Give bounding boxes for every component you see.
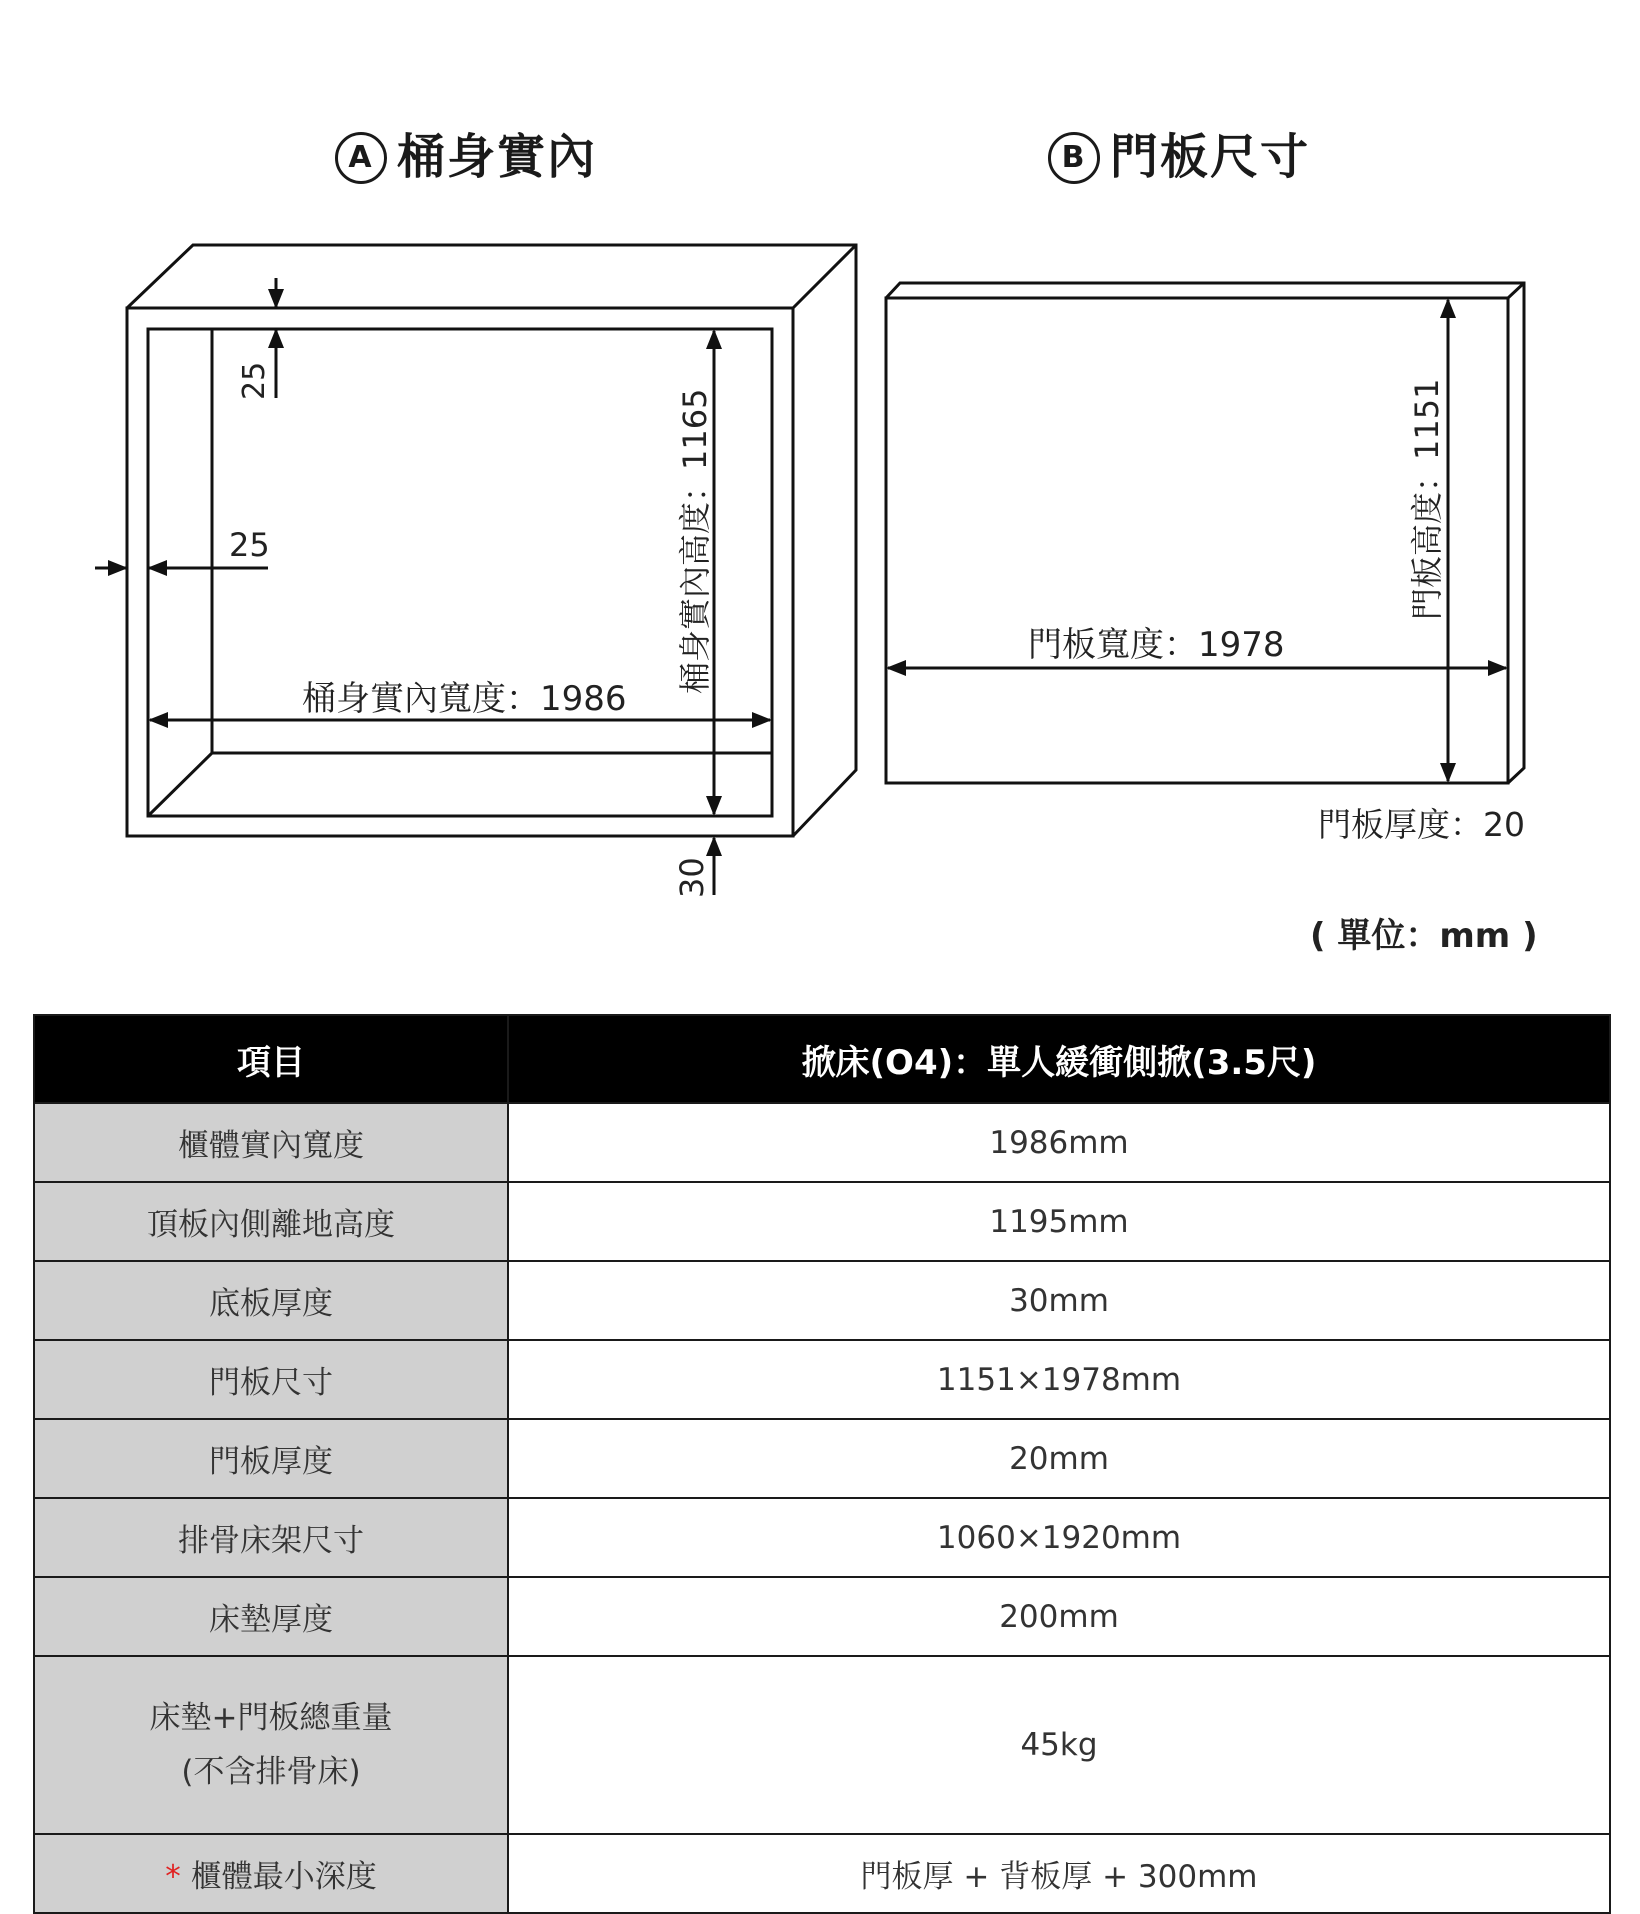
table-row xyxy=(34,1182,1610,1261)
row-key: 床墊厚度 xyxy=(34,1577,508,1656)
circled-a-symbol: A xyxy=(335,132,387,184)
table-row xyxy=(34,1419,1610,1498)
row-key xyxy=(34,1656,508,1834)
diagram-a-title-text: 桶身實內 xyxy=(397,129,598,185)
required-star: * xyxy=(165,1859,181,1895)
table-header-row xyxy=(34,1015,1610,1103)
row-key: 門板厚度 xyxy=(34,1419,508,1498)
row-key-text: 櫃體最小深度 xyxy=(190,1859,377,1895)
spec-table xyxy=(33,1014,1611,1914)
row-value: 1060×1920mm xyxy=(508,1498,1610,1577)
cabinet-floor-edge xyxy=(148,753,212,816)
row-value: 45kg xyxy=(508,1656,1610,1834)
top-thickness-label: 25 xyxy=(237,361,272,400)
row-key-line1: 床墊+門板總重量 xyxy=(149,1700,393,1736)
row-value: 1195mm xyxy=(508,1182,1610,1261)
row-value: 20mm xyxy=(508,1419,1610,1498)
row-value: 1986mm xyxy=(508,1103,1610,1182)
table-row xyxy=(34,1103,1610,1182)
row-key: 門板尺寸 xyxy=(34,1340,508,1419)
header-item: 項目 xyxy=(34,1015,508,1103)
inner-height-label: 桶身實內高度：1165 xyxy=(676,388,714,694)
table-row xyxy=(34,1261,1610,1340)
cabinet-top-right-edge xyxy=(793,245,856,308)
table-row xyxy=(34,1340,1610,1419)
circled-b-symbol: B xyxy=(1048,132,1100,184)
unit-label: ( 單位：mm ) xyxy=(1310,916,1538,956)
side-thickness-label: 25 xyxy=(229,526,270,564)
row-value: 1151×1978mm xyxy=(508,1340,1610,1419)
row-key: 頂板內側離地高度 xyxy=(34,1182,508,1261)
row-value: 30mm xyxy=(508,1261,1610,1340)
table-row xyxy=(34,1656,1610,1834)
inner-width-label: 桶身實內寬度：1986 xyxy=(302,679,627,719)
door-width-label: 門板寬度：1978 xyxy=(1028,625,1285,665)
row-value: 門板厚 + 背板厚 + 300mm xyxy=(508,1834,1610,1913)
row-key xyxy=(34,1834,508,1913)
row-key-line2: (不含排骨床) xyxy=(181,1754,361,1790)
door-panel-corner-edge xyxy=(1508,283,1524,298)
row-key: 底板厚度 xyxy=(34,1261,508,1340)
table-row xyxy=(34,1577,1610,1656)
table-row xyxy=(34,1834,1610,1913)
door-height-label: 門板高度：1151 xyxy=(1408,378,1446,620)
row-value: 200mm xyxy=(508,1577,1610,1656)
bottom-thickness-label: 30 xyxy=(673,857,711,898)
row-key: 排骨床架尺寸 xyxy=(34,1498,508,1577)
row-key: 櫃體實內寬度 xyxy=(34,1103,508,1182)
diagram-b-title-text: 門板尺寸 xyxy=(1110,129,1311,185)
door-thickness-label: 門板厚度：20 xyxy=(1318,805,1525,844)
table-row xyxy=(34,1498,1610,1577)
header-model: 掀床(O4)：單人緩衝側掀(3.5尺) xyxy=(508,1015,1610,1103)
